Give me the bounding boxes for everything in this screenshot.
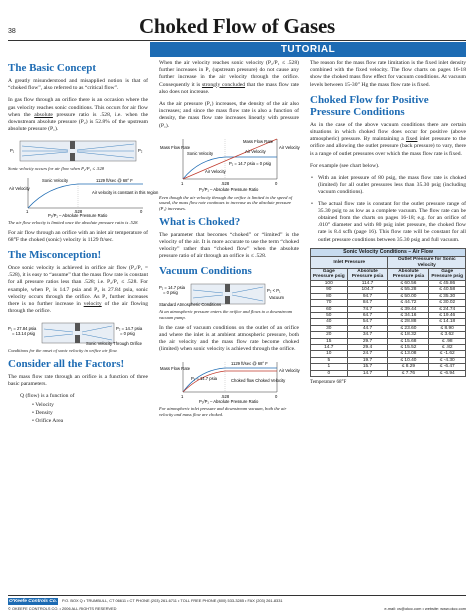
- table-cell: ≤ 24.74: [429, 306, 466, 312]
- table-cell: ≤ 19.46: [429, 312, 466, 318]
- air-velocity-y-right-label: Air Velocity: [279, 144, 300, 150]
- choked-flow-vs-ratio-chart: [159, 358, 299, 404]
- table-cell: ≤ 35.30: [429, 293, 466, 299]
- temperature-note: Temperature 68°F: [310, 379, 347, 385]
- tick-1: 1: [26, 209, 29, 215]
- page-title: Choked Flow of Gases: [138, 14, 336, 38]
- sonic-through-orifice: Sonic Velocity Through Orifice: [86, 341, 143, 347]
- air-velocity-curve-label: Air Velocity: [245, 148, 266, 154]
- table-cell: 60: [311, 306, 348, 312]
- constant-note: Air velocity is constant in this region: [92, 190, 159, 196]
- outlet-pressure-header: Outlet Pressure for Sonic Velocity: [388, 257, 466, 269]
- x-axis-label: P₂/P₁ – Absolute Pressure Ratio: [199, 399, 259, 405]
- table-cell: ≤ 18.32: [388, 332, 429, 338]
- footer-address: P.O. BOX Q • TRUMBULL, CT 06611 • CT PHONE (203) 261-6711 • TOLL FREE PHONE (800) 533-3285 • FAX (203) 261-8331: [62, 598, 283, 603]
- sonic-label: Sonic Velocity: [42, 178, 69, 184]
- mass-flow-y-label: Mass Flow Rate: [160, 144, 191, 150]
- sonic-velocity-label: Sonic Velocity: [187, 150, 214, 156]
- p1-condition-label: P₁ = 14.7 psia = 0 psig: [229, 160, 271, 166]
- flow-factors-list: [20, 393, 148, 425]
- factor-velocity: • Velocity: [32, 401, 54, 408]
- tick-528: .528: [74, 209, 83, 215]
- mass-flow-limitation-paragraph: The reason for the mass flow rate limitation is the fixed inlet density combined with the fixed velocity. The flow charts on pages 16-18 show the choked mass flow effect for vacuum conditions. At vacuum levels between 15-30” Hg the mass flow rate is fixed.: [310, 60, 466, 88]
- mass-flow-curve-label: Mass Flow Rate: [243, 138, 274, 144]
- air-velocity-y-label: Air Velocity: [279, 368, 300, 374]
- table-cell: 40: [311, 319, 348, 325]
- column-header: Absolute Pressure psia: [388, 269, 429, 281]
- table-cell: ≤ 3.62: [429, 332, 466, 338]
- tick-1: 1: [181, 180, 184, 186]
- factor-orifice-area: • Orifice Area: [32, 418, 64, 425]
- table-cell: 10: [311, 351, 348, 357]
- table-cell: ≤ -6.47: [429, 364, 466, 370]
- table-cell: ≤ 15.68: [388, 338, 429, 344]
- density-paragraph: As the air pressure (P₁) increases, the density of the air also increases; and since the mass flow rate is also a function of density, the mass flow rate increases linearly with pressure (P₁).: [159, 101, 299, 129]
- p1-label: P₁ = 14.7 psia: [191, 376, 217, 382]
- mass-flow-chart: [159, 135, 299, 193]
- outlet-psig: = 0 psig: [120, 331, 135, 337]
- tick-528: .528: [221, 180, 230, 186]
- table-row: [311, 370, 466, 376]
- outlet-condition: P₂ < P₁: [267, 288, 281, 294]
- vacuum-orifice-diagram: [159, 281, 299, 307]
- basic-concept-paragraph-1: A greatly misunderstood and misapplied notion is that of “choked flow”, also referred to as “critical flow”.: [8, 78, 148, 92]
- table-cell: ≤ 30.02: [429, 300, 466, 306]
- caption-1: Sonic velocity occurs for air flow when P₂/P₁ ≤ .528: [8, 166, 105, 172]
- table-cell: 64.7: [347, 312, 388, 318]
- table-cell: 0: [311, 370, 348, 376]
- table-cell: 80: [311, 293, 348, 299]
- table-cell: ≤ 44.72: [388, 300, 429, 306]
- page-number: 38: [8, 28, 16, 35]
- table-cell: ≤ 60.56: [388, 280, 429, 286]
- outlet-psia: P₂ = 14.7 psia: [116, 326, 143, 332]
- heading-positive-pressure: Choked Flow for Positive Pressure Conditions: [310, 93, 429, 118]
- table-cell: 34.7: [347, 332, 388, 338]
- table-cell: ≤ 34.16: [388, 312, 429, 318]
- table-cell: ≤ 10.40: [388, 357, 429, 363]
- vacuum-label: Vacuum: [269, 295, 285, 301]
- table-cell: 70: [311, 300, 348, 306]
- velocity-vs-ratio-chart: [8, 176, 159, 219]
- mass-flow-vs-ratio-chart: [159, 135, 299, 193]
- column-header: Gage Pressure psig: [311, 269, 348, 281]
- tick-528: .528: [221, 394, 230, 400]
- table-cell: 15.7: [347, 364, 388, 370]
- choked-label: Choked flow Choked Velocity: [231, 378, 286, 384]
- inlet-psig: = 0 psig: [163, 290, 178, 296]
- x-axis-label: P₂/P₁ – Absolute Pressure Ratio: [48, 213, 108, 219]
- table-cell: 29.7: [347, 338, 388, 344]
- table-cell: ≤ 7.76: [388, 370, 429, 376]
- table-cell: 14.7: [347, 370, 388, 376]
- table-cell: ≤ 8.90: [429, 325, 466, 331]
- tick-1: 1: [181, 394, 184, 400]
- table-cell: 84.7: [347, 300, 388, 306]
- table-cell: 100: [311, 280, 348, 286]
- table-cell: 19.7: [347, 357, 388, 363]
- standard-atmosphere: Standard Atmospheric Conditions: [159, 302, 222, 308]
- orifice-diagram-2: [8, 320, 148, 346]
- tick-0: 0: [275, 180, 278, 186]
- caption-2: The air flow velocity is limited once the absolute pressure ratio is .528.: [8, 220, 139, 226]
- table-cell: ≤ -4.30: [429, 357, 466, 363]
- heading-vacuum-conditions: Vacuum Conditions: [159, 265, 252, 278]
- table-cell: 74.7: [347, 306, 388, 312]
- table-cell: 5: [311, 357, 348, 363]
- velocity-limit-paragraph: When the air velocity reaches sonic velocity (P₂/P₁ ≤ .528) further increases in P₁ (upstream pressure) do not cause any further increase in the air velocity through the orifice. Consequently it is strongly concluded that the mass flow rate also does not increase.: [159, 60, 299, 95]
- sonic-velocity-table: [310, 248, 466, 377]
- table-cell: ≤ 45.86: [429, 280, 466, 286]
- choked-flow-chart: [159, 358, 299, 404]
- table-cell: ≤ 39.44: [388, 306, 429, 312]
- column-3: [310, 60, 466, 386]
- heading-what-is-choked: What is Choked?: [159, 215, 241, 228]
- bullet-item: • The actual flow rate is constant for the outlet pressure range of 35.30 psig to as low as a complete vacuum. The flow rate can be obtained from the charts on pages 16-18; e.g. for an orifice of .010” diameter and with 80 psig inlet pressure, the choked flow rate is 8.4 scfh (page 16). This flow rate will be constant for all outlet pressure conditions between 35.30 psig and full vacuum.: [310, 201, 466, 244]
- table-title: Sonic Velocity Conditions – Air Flow: [311, 248, 466, 256]
- table-cell: ≤ .82: [429, 344, 466, 350]
- table-cell: 104.7: [347, 287, 388, 293]
- speed-label: 1129 ft/sec @ 68° F: [96, 178, 133, 184]
- tutorial-banner: TUTORIAL: [150, 42, 466, 57]
- table-cell: 44.7: [347, 325, 388, 331]
- basic-concept-paragraph-2: In gas flow through an orifice there is an occasion where the gas velocity reaches sonic conditions. This occurs for air flow when the absolute pressure ratio is .528, i.e. when the downstream absolute pressure (P₂) is 52.8% of the upstream absolute pressure (P₁).: [8, 97, 149, 133]
- orifice-diagram-1: [8, 138, 148, 164]
- table-cell: 114.7: [347, 280, 388, 286]
- footer-contact: e-mail: cs@okcc.com • website: www.okcc.com: [384, 606, 466, 611]
- tick-0: 0: [140, 209, 143, 215]
- table-cell: ≤ -1.62: [429, 351, 466, 357]
- table-cell: ≤ 28.88: [388, 319, 429, 325]
- title-rule: [8, 40, 466, 41]
- table-cell: ≤ 40.58: [429, 287, 466, 293]
- column-header: Absolute Pressure psia: [347, 269, 388, 281]
- table-cell: 15: [311, 338, 348, 344]
- p2-label: P₂: [138, 148, 143, 154]
- table-cell: 29.4: [347, 344, 388, 350]
- orifice-flow-illustration: [8, 138, 148, 164]
- heading-misconception: The Misconception!: [8, 249, 102, 262]
- table-cell: ≤ .98: [429, 338, 466, 344]
- vacuum-paragraph: In the case of vacuum conditions on the outlet of an orifice and where the inlet is at ambient atmospheric pressure, both the air velocity and the mass flow rate become choked (limited) when sonic velocity is achieved through the orifice.: [159, 324, 299, 353]
- positive-pressure-paragraph: As in the case of the above vacuum conditions there are certain situations in which choked flow does occur for positive (above atmospheric) pressure. By maintaining a fixed inlet pressure to the orifice and allowing the outlet pressure (back pressure) to vary, there is a range of outlet pressures over which the mass flow rate is fixed.: [310, 121, 466, 157]
- table-cell: ≤ 23.60: [388, 325, 429, 331]
- footer-copyright: © OKEEFE CONTROLS CO. • 2006 ALL RIGHTS RESERVED: [8, 606, 117, 611]
- table-cell: 94.7: [347, 293, 388, 299]
- table-cell: ≤ 55.28: [388, 287, 429, 293]
- caption-3: Conditions for the onset of sonic velocity in orifice air flow.: [8, 348, 118, 354]
- table-cell: 54.7: [347, 319, 388, 325]
- table-cell: ≤ 8.29: [388, 364, 429, 370]
- inlet-psig: = 13.14 psig: [12, 331, 35, 337]
- column-header: Gage Pressure psig: [429, 269, 466, 281]
- flow-function-intro: Q (flow) is a function of: [20, 393, 75, 400]
- table-body: [311, 280, 466, 376]
- caption-5: At an atmospheric pressure enters the orifice and flows to a downstream vacuum pump.: [159, 309, 293, 321]
- table-cell: ≤ 50.00: [388, 293, 429, 299]
- air-velocity-inner-label: Air Velocity: [205, 168, 226, 174]
- page-footer: [8, 595, 466, 611]
- mass-flow-y-label: Mass Flow Rate: [160, 366, 191, 372]
- choked-paragraph: The parameter that becomes “choked” or “limited” is the velocity of the air. It is more accurate to use the term “choked velocity” rather than “choked flow” when the absolute pressure ratio of air through an orifice is ≤ .528.: [159, 231, 299, 260]
- table-cell: 14.7: [311, 344, 348, 350]
- tick-0: 0: [275, 394, 278, 400]
- factor-density: • Density: [32, 409, 53, 416]
- p1-label: P₁: [10, 148, 15, 154]
- vacuum-flow-illustration: [159, 281, 299, 307]
- heading-consider-factors: Consider all the Factors!: [8, 358, 125, 371]
- table-cell: 24.7: [347, 351, 388, 357]
- y-axis-label: Air Velocity: [9, 186, 30, 192]
- velocity-chart-1: [8, 176, 159, 219]
- table-cell: 20: [311, 332, 348, 338]
- column-1: [8, 60, 159, 429]
- speed-label: 1129 ft/sec @ 68° F: [231, 361, 268, 367]
- sonic-velocity-paragraph: For air flow through an orifice with an inlet air temperature of 68°F the choked (sonic) velocity is 1129 ft/sec.: [8, 229, 148, 243]
- sonic-onset-illustration: [8, 320, 148, 346]
- inlet-psia: P₁ = 14.7 psia: [159, 285, 185, 291]
- heading-basic-concept: The Basic Concept: [8, 62, 96, 74]
- table-cell: 50: [311, 312, 348, 318]
- table-cell: ≤ 13.08: [388, 351, 429, 357]
- example-bullets: [310, 175, 466, 244]
- table-cell: ≤ 14.18: [429, 319, 466, 325]
- column-2: [159, 60, 299, 422]
- caption-4: Even though the air velocity through the orifice is limited to the speed of sound, the mass flow rate continues to increase as the absolute pressure (P₁) increases.: [159, 194, 293, 212]
- table-cell: 30: [311, 325, 348, 331]
- table-cell: 1: [311, 364, 348, 370]
- caption-6: For atmospheric inlet pressure and downstream vacuum, both the air velocity and mass flow are choked.: [159, 406, 287, 418]
- misconception-paragraph: Once sonic velocity is achieved in orifice air flow (P₂/P₁ = .528), it is easy to “assume” that the mass flow rate is constant for all pressure ratios less than .528; i.e. P₂/P₁ ≤ .528. For example, when P₁ is 14.7 psia and P₂ is 27.84 psia, sonic velocity occurs through the orifice. As P₁ further increases there is no further increase in velocity of the air flowing through the orifice.: [8, 265, 148, 315]
- bullet-item: • With an inlet pressure of 80 psig, the mass flow rate is choked (limited) for all outlet pressures less than 35.30 psig (including vacuum conditions).: [310, 175, 466, 197]
- factors-paragraph: The mass flow rate through an orifice is a function of three basic parameters.: [8, 374, 148, 388]
- inlet-pressure-header: Inlet Pressure: [311, 257, 388, 269]
- x-axis-label: P₂/P₁ – Absolute Pressure Ratio: [199, 186, 259, 192]
- inlet-psia: P₁ = 27.84 psia: [8, 326, 37, 332]
- table-cell: ≤ 15.52: [388, 344, 429, 350]
- example-intro: For example (see chart below).: [310, 162, 380, 169]
- table-cell: ≤ -6.94: [429, 370, 466, 376]
- company-logo: O'Keefe Controls Co.: [8, 599, 58, 604]
- table-cell: 90: [311, 287, 348, 293]
